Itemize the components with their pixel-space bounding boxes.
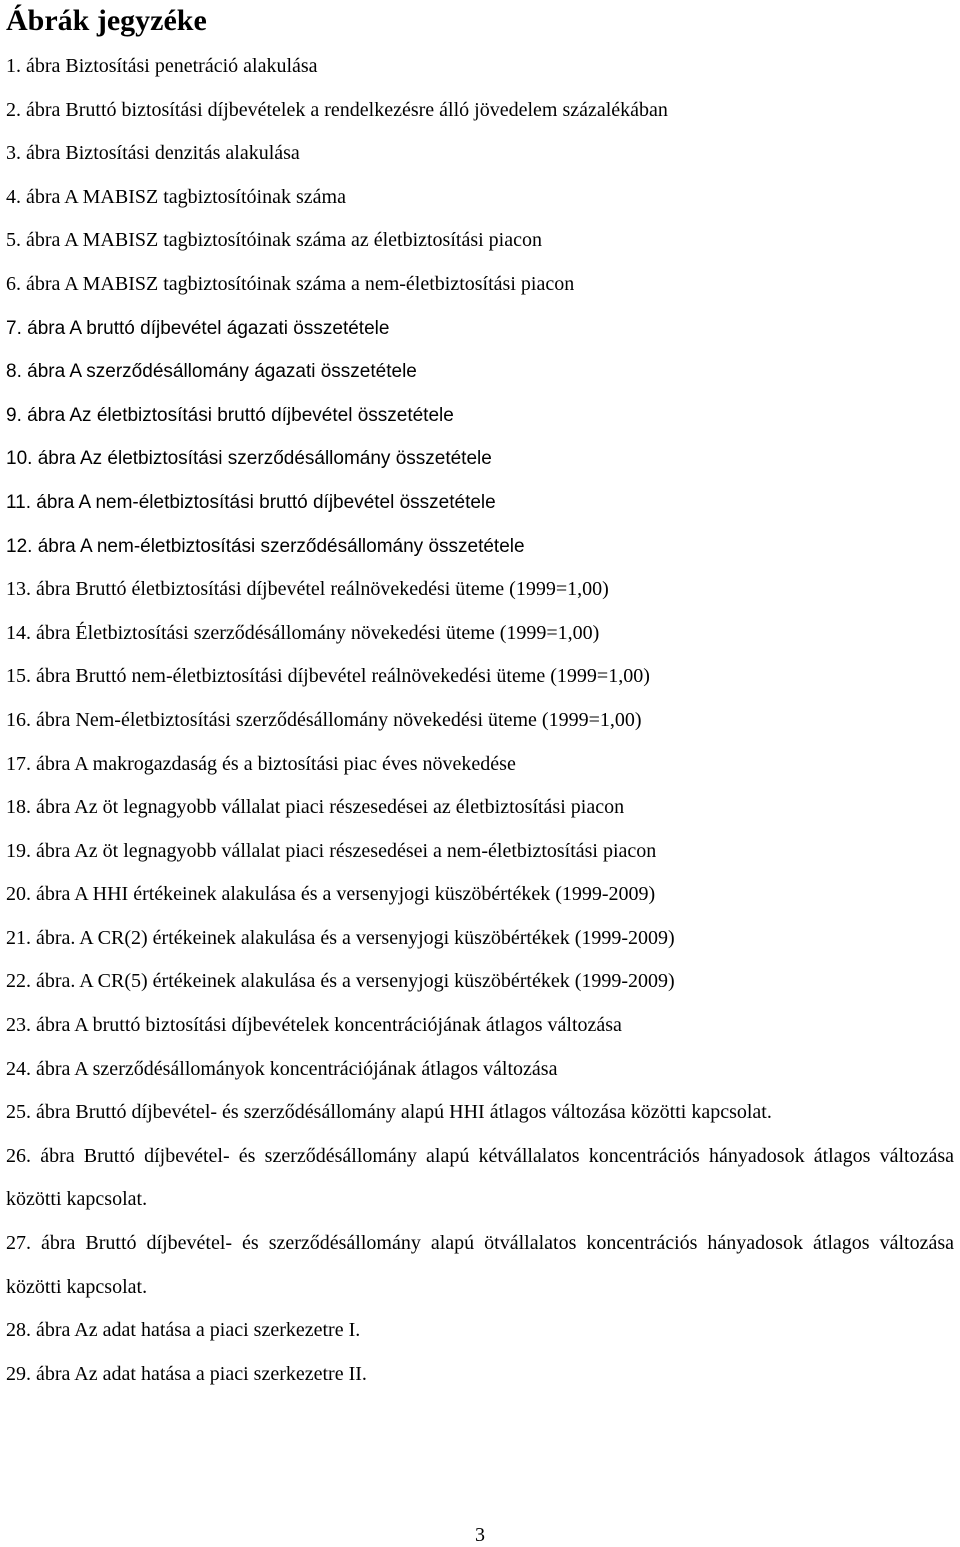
figure-list-item: 9. ábra Az életbiztosítási bruttó díjbevétel összetétele — [6, 404, 454, 426]
figure-list — [6, 45, 954, 1396]
figure-list-item: 17. ábra A makrogazdaság és a biztosítási piac éves növekedése — [6, 752, 516, 775]
figure-list-item: 20. ábra A HHI értékeinek alakulása és a versenyjogi küszöbértékek (1999-2009) — [6, 883, 656, 906]
figure-list-item: 11. ábra A nem-életbiztosítási bruttó díjbevétel összetétele — [6, 491, 496, 513]
figure-list-item: 6. ábra A MABISZ tagbiztosítóinak száma a nem-életbiztosítási piacon — [6, 272, 575, 295]
figure-list-item: 23. ábra A bruttó biztosítási díjbevételek koncentrációjának átlagos változása — [6, 1014, 622, 1037]
figure-list-item: 2. ábra Bruttó biztosítási díjbevételek a rendelkezésre álló jövedelem százalékában — [6, 98, 668, 121]
figure-list-item: 22. ábra. A CR(5) értékeinek alakulása és a versenyjogi küszöbértékek (1999-2009) — [6, 970, 675, 993]
figure-list-item: 10. ábra Az életbiztosítási szerződésállomány összetétele — [6, 448, 492, 470]
figure-list-item: 14. ábra Életbiztosítási szerződésállomány növekedési üteme (1999=1,00) — [6, 621, 600, 644]
figure-list-item: 27. ábra Bruttó díjbevétel- és szerződésállomány alapú ötvállalatos koncentrációs hányadosok átlagos változása közötti kapcsolat. — [6, 1232, 954, 1298]
figure-list-item: 18. ábra Az öt legnagyobb vállalat piaci részesedései az életbiztosítási piacon — [6, 796, 625, 819]
page-heading: Ábrák jegyzéke — [6, 4, 207, 37]
figure-list-item: 26. ábra Bruttó díjbevétel- és szerződésállomány alapú kétvállalatos koncentrációs hányadosok átlagos változása közötti kapcsolat. — [6, 1144, 954, 1211]
figure-list-item: 29. ábra Az adat hatása a piaci szerkezetre II. — [6, 1362, 367, 1385]
figure-list-item: 25. ábra Bruttó díjbevétel- és szerződésállomány alapú HHI átlagos változása közötti kapcsolat. — [6, 1101, 772, 1124]
figure-list-item: 13. ábra Bruttó életbiztosítási díjbevétel reálnövekedési üteme (1999=1,00) — [6, 578, 609, 601]
figure-list-item: 12. ábra A nem-életbiztosítási szerződésállomány összetétele — [6, 535, 525, 557]
figure-list-item: 16. ábra Nem-életbiztosítási szerződésállomány növekedési üteme (1999=1,00) — [6, 708, 642, 731]
figure-list-item: 15. ábra Bruttó nem-életbiztosítási díjbevétel reálnövekedési üteme (1999=1,00) — [6, 665, 650, 688]
page-number: 3 — [475, 1524, 485, 1546]
figure-list-item: 28. ábra Az adat hatása a piaci szerkezetre I. — [6, 1319, 361, 1342]
figure-list-item: 1. ábra Biztosítási penetráció alakulása — [6, 55, 318, 77]
figure-list-item: 24. ábra A szerződésállományok koncentrációjának átlagos változása — [6, 1057, 558, 1080]
figure-list-item: 19. ábra Az öt legnagyobb vállalat piaci részesedései a nem-életbiztosítási piacon — [6, 839, 657, 862]
figure-list-item: 7. ábra A bruttó díjbevétel ágazati összetétele — [6, 317, 390, 339]
figure-list-item: 3. ábra Biztosítási denzitás alakulása — [6, 142, 300, 165]
figure-list-item: 8. ábra A szerződésállomány ágazati összetétele — [6, 361, 417, 383]
figure-list-item: 21. ábra. A CR(2) értékeinek alakulása és a versenyjogi küszöbértékek (1999-2009) — [6, 926, 675, 949]
figure-list-item: 4. ábra A MABISZ tagbiztosítóinak száma — [6, 185, 346, 208]
figure-list-item: 5. ábra A MABISZ tagbiztosítóinak száma az életbiztosítási piacon — [6, 229, 542, 252]
